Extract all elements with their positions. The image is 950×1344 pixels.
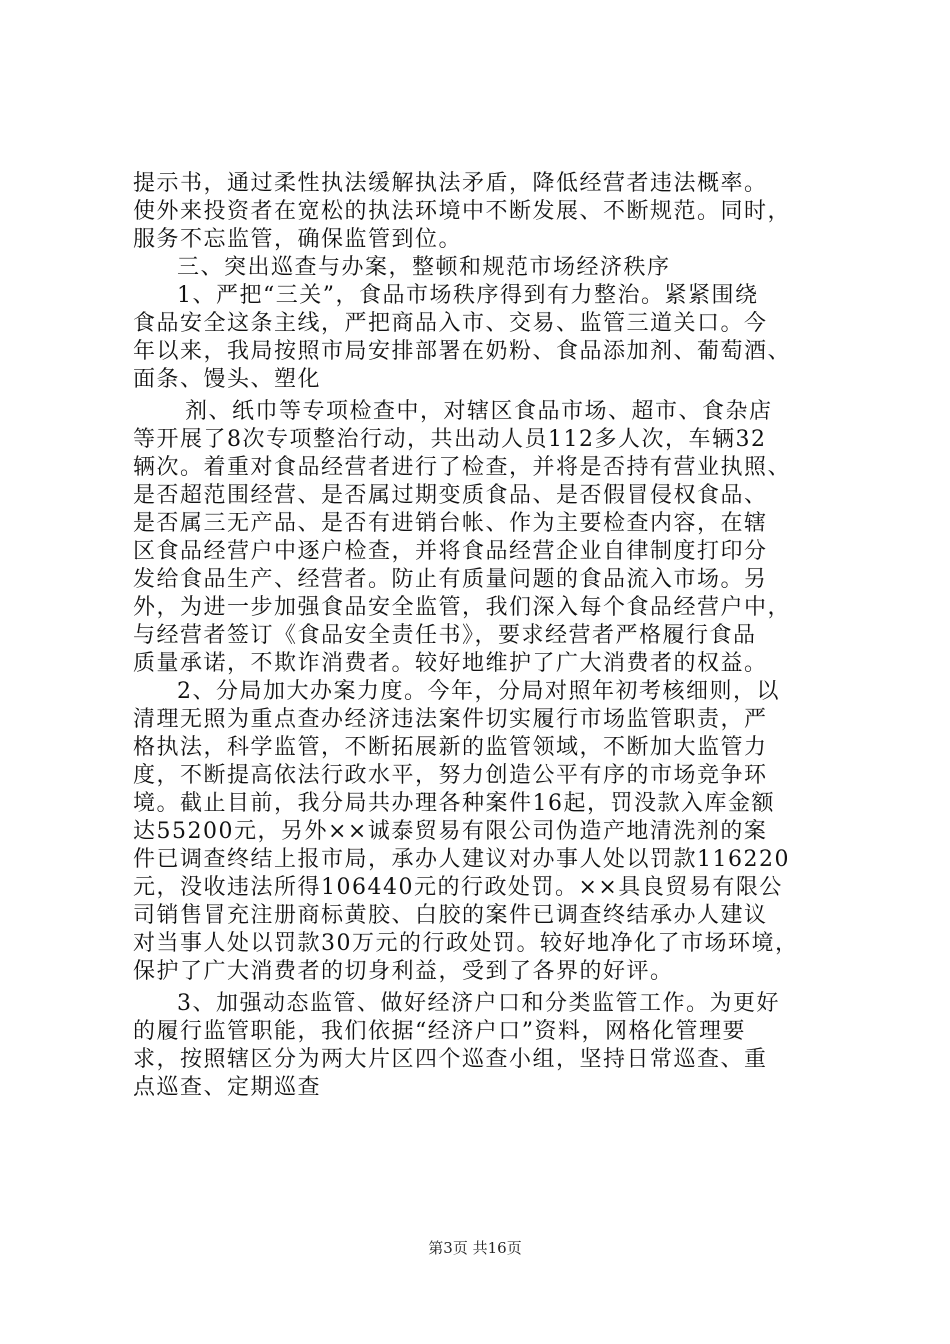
text-line: 清理无照为重点查办经济违法案件切实履行市场监管职责，严 — [133, 707, 768, 732]
paragraph-start: 2、分局加大办案力度。今年，分局对照年初考核细则，以 — [177, 679, 780, 704]
text-line: 食品安全这条主线，严把商品入市、交易、监管三道关口。今 — [133, 311, 768, 336]
text-line: 境。截止目前，我分局共办理各种案件16起，罚没款入库金额 — [133, 791, 775, 816]
text-line: 达55200元，另外××诚泰贸易有限公司伪造产地清洗剂的案 — [133, 819, 768, 844]
text-line: 元，没收违法所得106440元的行政处罚。××具良贸易有限公 — [133, 875, 783, 900]
text-line: 的履行监管职能，我们依据“经济户口”资料，网格化管理要 — [133, 1019, 746, 1044]
text-line: 服务不忘监管，确保监管到位。 — [133, 227, 463, 252]
section-heading: 三、突出巡查与办案，整顿和规范市场经济秩序 — [177, 255, 671, 280]
text-line: 与经营者签订《食品安全责任书》，要求经营者严格履行食品 — [133, 623, 757, 648]
text-line: 辆次。着重对食品经营者进行了检查，并将是否持有营业执照、 — [133, 455, 792, 480]
text-line: 提示书，通过柔性执法缓解执法矛盾，降低经营者违法概率。 — [133, 171, 768, 196]
text-line: 保护了广大消费者的切身利益，受到了各界的好评。 — [133, 959, 674, 984]
text-line: 是否超范围经营、是否属过期变质食品、是否假冒侵权食品、 — [133, 483, 768, 508]
text-line: 对当事人处以罚款30万元的行政处罚。较好地净化了市场环境， — [133, 931, 799, 956]
document-body — [133, 170, 833, 1102]
text-line: 格执法，科学监管，不断拓展新的监管领域，不断加大监管力 — [133, 735, 768, 760]
text-line: 年以来，我局按照市局安排部署在奶粉、食品添加剂、葡萄酒、 — [133, 339, 792, 364]
text-line: 发给食品生产、经营者。防止有质量问题的食品流入市场。另 — [133, 567, 768, 592]
paragraph-start: 剂、纸巾等专项检查中，对辖区食品市场、超市、食杂店 — [185, 399, 773, 424]
text-line: 使外来投资者在宽松的执法环境中不断发展、不断规范。同时， — [133, 199, 792, 224]
text-line: 是否属三无产品、是否有进销台帐、作为主要检查内容，在辖 — [133, 511, 768, 536]
text-line: 面条、馒头、塑化 — [133, 367, 322, 392]
paragraph-start: 3、加强动态监管、做好经济户口和分类监管工作。为更好 — [177, 991, 780, 1016]
text-line: 外，为进一步加强食品安全监管，我们深入每个食品经营户中， — [133, 595, 792, 620]
text-line: 等开展了8次专项整治行动，共出动人员112多人次，车辆32 — [133, 427, 767, 452]
text-line: 司销售冒充注册商标黄胶、白胶的案件已调查终结承办人建议 — [133, 903, 768, 928]
text-line: 点巡查、定期巡查 — [133, 1075, 322, 1100]
text-line: 度，不断提高依法行政水平，努力创造公平有序的市场竞争环 — [133, 763, 768, 788]
text-line: 件已调查终结上报市局，承办人建议对办事人处以罚款116220 — [133, 847, 790, 872]
text-line: 区食品经营户中逐户检查，并将食品经营企业自律制度打印分 — [133, 539, 768, 564]
text-line: 质量承诺，不欺诈消费者。较好地维护了广大消费者的权益。 — [133, 651, 768, 676]
page-number-footer: 第3页 共16页 — [428, 1239, 522, 1257]
paragraph-start: 1、严把“三关”，食品市场秩序得到有力整治。紧紧围绕 — [177, 283, 759, 308]
text-line: 求，按照辖区分为两大片区四个巡查小组，坚持日常巡查、重 — [133, 1047, 768, 1072]
